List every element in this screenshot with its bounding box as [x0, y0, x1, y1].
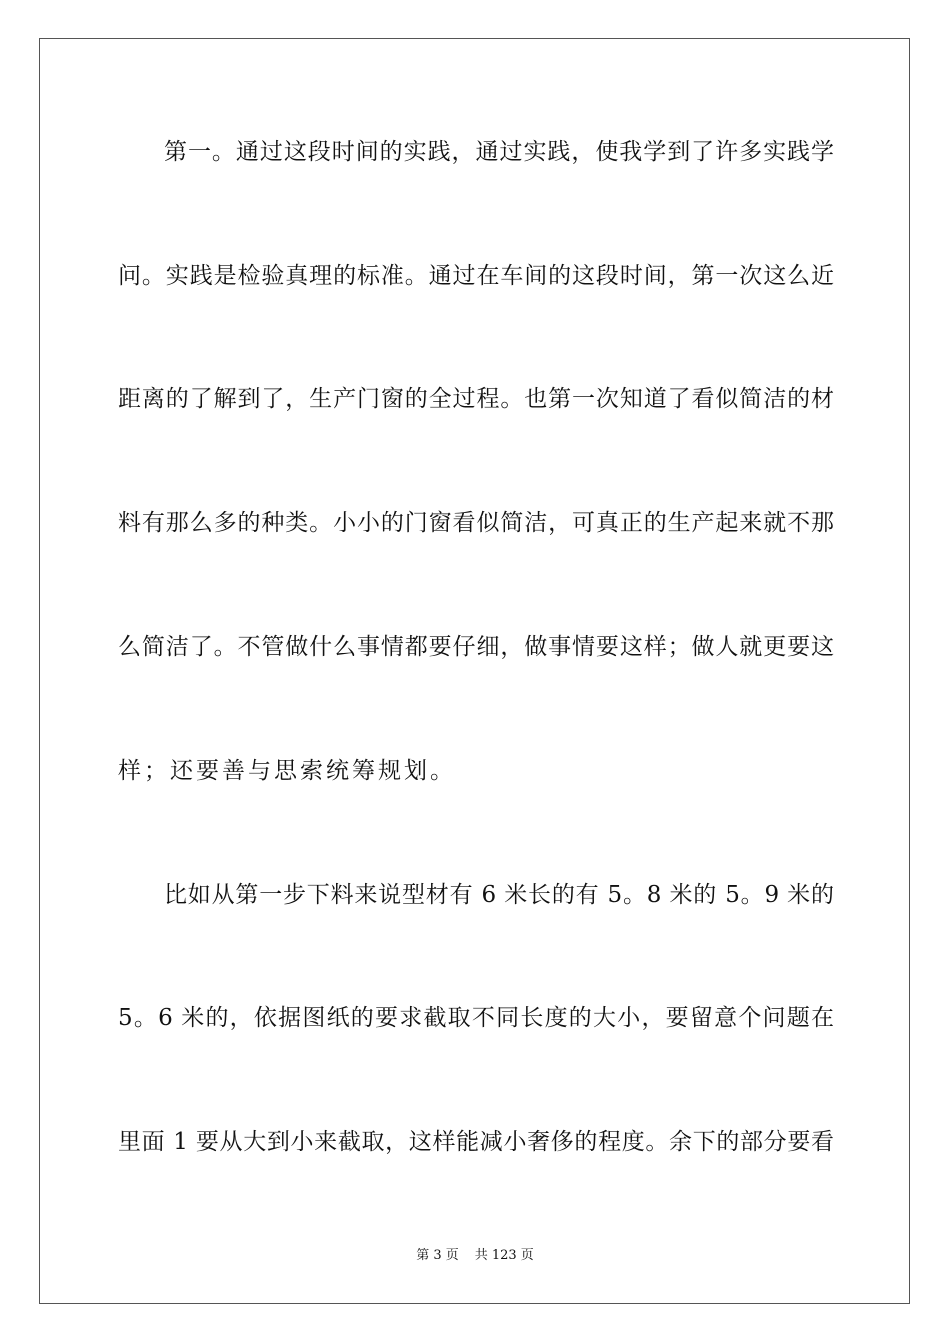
page-footer — [0, 1247, 950, 1265]
paragraph-line: 里面 1 要从大到小来截取，这样能减小奢侈的程度。余下的部分要看 — [118, 1129, 834, 1155]
paragraph-line: 距离的了解到了，生产门窗的全过程。也第一次知道了看似简洁的材 — [118, 386, 834, 412]
paragraph-line: 5。6 米的，依据图纸的要求截取不同长度的大小，要留意个问题在 — [118, 1005, 834, 1031]
paragraph-line: 料有那么多的种类。小小的门窗看似简洁，可真正的生产起来就不那 — [118, 510, 834, 536]
paragraph-line: 比如从第一步下料来说型材有 6 米长的有 5。8 米的 5。9 米的 — [164, 882, 834, 908]
paragraph-line: 问。实践是检验真理的标准。通过在车间的这段时间，第一次这么近 — [118, 263, 834, 289]
paragraph-line: 样；还要善与思索统筹规划。 — [118, 758, 456, 784]
paragraph-line: 么简洁了。不管做什么事情都要仔细，做事情要这样；做人就更要这 — [118, 634, 834, 660]
page-frame — [39, 38, 910, 1304]
paragraph-line: 第一。通过这段时间的实践，通过实践，使我学到了许多实践学 — [164, 139, 834, 165]
page-total: 共 123 页 — [474, 1248, 534, 1263]
page-number: 第 3 页 — [416, 1248, 459, 1263]
